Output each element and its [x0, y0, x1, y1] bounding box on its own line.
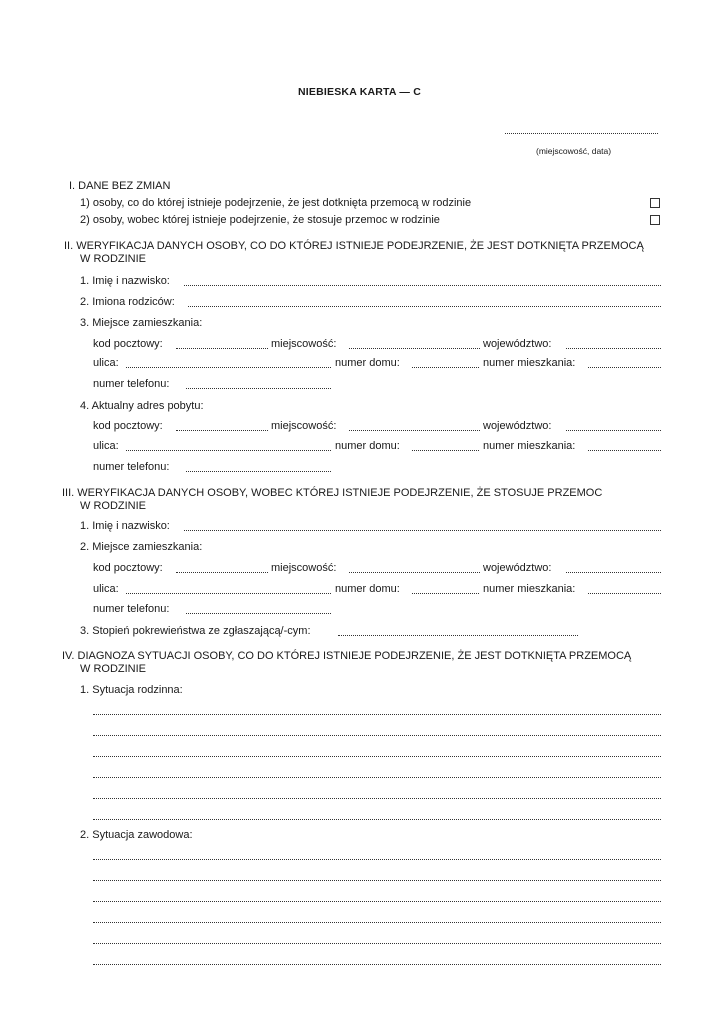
victim-parents-field[interactable] [188, 304, 661, 307]
voivodeship-label: województwo: [483, 562, 552, 574]
work-situation-line[interactable] [93, 878, 661, 881]
voivodeship-field[interactable] [566, 570, 661, 573]
section-2-heading: II. WERYFIKACJA DANYCH OSOBY, CO DO KTÓREJ ISTNIEJE PODEJRZENIE, ŻE JEST DOTKNIĘTA PRZEMOCĄ [64, 240, 644, 252]
victim-name-field[interactable] [184, 283, 661, 286]
flat-number-field[interactable] [588, 365, 661, 368]
page-title: NIEBIESKA KARTA — C [298, 86, 421, 98]
family-situation-line[interactable] [93, 712, 661, 715]
house-number-label: numer domu: [335, 440, 400, 452]
kinship-field[interactable] [338, 633, 578, 636]
perpetrator-name-field[interactable] [184, 528, 661, 531]
street-field[interactable] [126, 448, 331, 451]
phone-label: numer telefonu: [93, 378, 170, 390]
family-situation-line[interactable] [93, 754, 661, 757]
option-2-label: 2) osoby, wobec której istnieje podejrzenie, że stosuje przemoc w rodzinie [80, 214, 440, 226]
city-label: miejscowość: [271, 338, 337, 350]
flat-number-field[interactable] [588, 591, 661, 594]
work-situation-line[interactable] [93, 857, 661, 860]
street-label: ulica: [93, 440, 119, 452]
city-field[interactable] [349, 570, 480, 573]
street-label: ulica: [93, 583, 119, 595]
section-4-heading: IV. DIAGNOZA SYTUACJI OSOBY, CO DO KTÓREJ ISTNIEJE PODEJRZENIE, ŻE JEST DOTKNIĘTA PRZEMOCĄ [62, 650, 632, 662]
street-field[interactable] [126, 365, 331, 368]
family-situation-line[interactable] [93, 733, 661, 736]
phone-label: numer telefonu: [93, 461, 170, 473]
house-number-label: numer domu: [335, 583, 400, 595]
postal-code-field[interactable] [176, 428, 268, 431]
victim-current-address-label: 4. Aktualny adres pobytu: [80, 400, 204, 412]
work-situation-line[interactable] [93, 962, 661, 965]
postal-code-label: kod pocztowy: [93, 338, 163, 350]
perpetrator-name-label: 1. Imię i nazwisko: [80, 520, 170, 532]
family-situation-line[interactable] [93, 817, 661, 820]
place-date-field[interactable] [505, 131, 658, 134]
kinship-label: 3. Stopień pokrewieństwa ze zgłaszającą/-cym: [80, 625, 311, 637]
house-number-field[interactable] [412, 591, 479, 594]
voivodeship-field[interactable] [566, 346, 661, 349]
flat-number-label: numer mieszkania: [483, 440, 576, 452]
house-number-field[interactable] [412, 365, 479, 368]
option-2-checkbox[interactable] [650, 215, 660, 225]
postal-code-field[interactable] [176, 570, 268, 573]
flat-number-field[interactable] [588, 448, 661, 451]
city-label: miejscowość: [271, 562, 337, 574]
phone-label: numer telefonu: [93, 603, 170, 615]
postal-code-label: kod pocztowy: [93, 420, 163, 432]
work-situation-line[interactable] [93, 941, 661, 944]
city-label: miejscowość: [271, 420, 337, 432]
city-field[interactable] [349, 428, 480, 431]
city-field[interactable] [349, 346, 480, 349]
section-3-heading-cont: W RODZINIE [80, 500, 146, 512]
family-situation-label: 1. Sytuacja rodzinna: [80, 684, 183, 696]
flat-number-label: numer mieszkania: [483, 583, 576, 595]
victim-name-label: 1. Imię i nazwisko: [80, 275, 170, 287]
phone-field[interactable] [186, 386, 331, 389]
voivodeship-label: województwo: [483, 338, 552, 350]
victim-parents-label: 2. Imiona rodziców: [80, 296, 175, 308]
flat-number-label: numer mieszkania: [483, 357, 576, 369]
postal-code-label: kod pocztowy: [93, 562, 163, 574]
option-1-checkbox[interactable] [650, 198, 660, 208]
street-field[interactable] [126, 591, 331, 594]
work-situation-label: 2. Sytuacja zawodowa: [80, 829, 193, 841]
street-label: ulica: [93, 357, 119, 369]
postal-code-field[interactable] [176, 346, 268, 349]
victim-residence-label: 3. Miejsce zamieszkania: [80, 317, 203, 329]
place-date-label: (miejscowość, data) [536, 146, 612, 156]
phone-field[interactable] [186, 469, 331, 472]
section-1-heading: I. DANE BEZ ZMIAN [69, 180, 171, 192]
option-1-label: 1) osoby, co do której istnieje podejrzenie, że jest dotknięta przemocą w rodzinie [80, 197, 472, 209]
house-number-label: numer domu: [335, 357, 400, 369]
family-situation-line[interactable] [93, 775, 661, 778]
section-4-heading-cont: W RODZINIE [80, 663, 146, 675]
voivodeship-field[interactable] [566, 428, 661, 431]
voivodeship-label: województwo: [483, 420, 552, 432]
perpetrator-residence-label: 2. Miejsce zamieszkania: [80, 541, 203, 553]
section-3-heading: III. WERYFIKACJA DANYCH OSOBY, WOBEC KTÓREJ ISTNIEJE PODEJRZENIE, ŻE STOSUJE PRZEMOC [62, 487, 603, 499]
house-number-field[interactable] [412, 448, 479, 451]
section-2-heading-cont: W RODZINIE [80, 253, 146, 265]
work-situation-line[interactable] [93, 899, 661, 902]
family-situation-line[interactable] [93, 796, 661, 799]
phone-field[interactable] [186, 611, 331, 614]
work-situation-line[interactable] [93, 920, 661, 923]
